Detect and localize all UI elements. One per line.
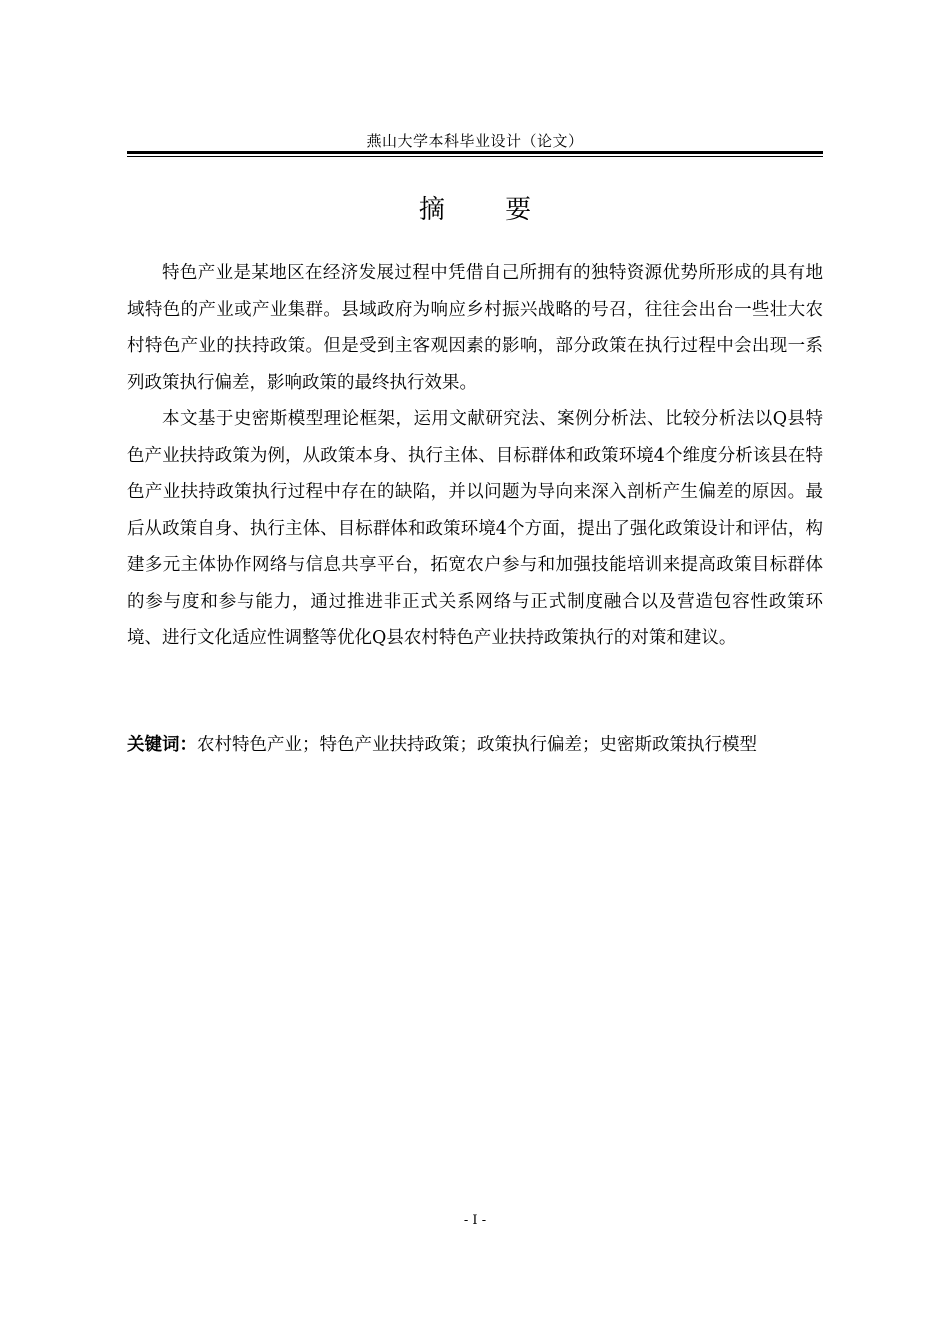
abstract-paragraph-1: 特色产业是某地区在经济发展过程中凭借自己所拥有的独特资源优势所形成的具有地域特色的产业或产业集群。县域政府为响应乡村振兴战略的号召，往往会出台一些壮大农村特色产业的扶持政策。但是受到主客观因素的影响，部分政策在执行过程中会出现一系列政策执行偏差，影响政策的最终执行效果。	[127, 263, 823, 393]
keywords-label: 关键词：	[127, 735, 197, 755]
keywords-line	[127, 727, 827, 763]
abstract-title: 摘 要	[418, 195, 558, 225]
page-number: - I -	[463, 1213, 487, 1228]
header-rule-thin	[127, 156, 823, 157]
header-rule-thick	[127, 151, 823, 154]
abstract-paragraph-2: 本文基于史密斯模型理论框架，运用文献研究法、案例分析法、比较分析法以Q县特色产业扶持政策为例，从政策本身、执行主体、目标群体和政策环境4个维度分析该县在特色产业扶持政策执行过程中存在的缺陷，并以问题为导向来深入剖析产生偏差的原因。最后从政策自身、执行主体、目标群体和政策环境4个方面，提出了强化政策设计和评估，构建多元主体协作网络与信息共享平台，拓宽农户参与和加强技能培训来提高政策目标群体的参与度和参与能力，通过推进非正式关系网络与正式制度融合以及营造包容性政策环境、进行文化适应性调整等优化Q县农村特色产业扶持政策执行的对策和建议。	[127, 409, 823, 648]
keywords-text: 农村特色产业；特色产业扶持政策；政策执行偏差；史密斯政策执行模型	[197, 735, 757, 755]
abstract-body	[127, 255, 823, 657]
running-header: 燕山大学本科毕业设计（论文）	[366, 132, 584, 150]
